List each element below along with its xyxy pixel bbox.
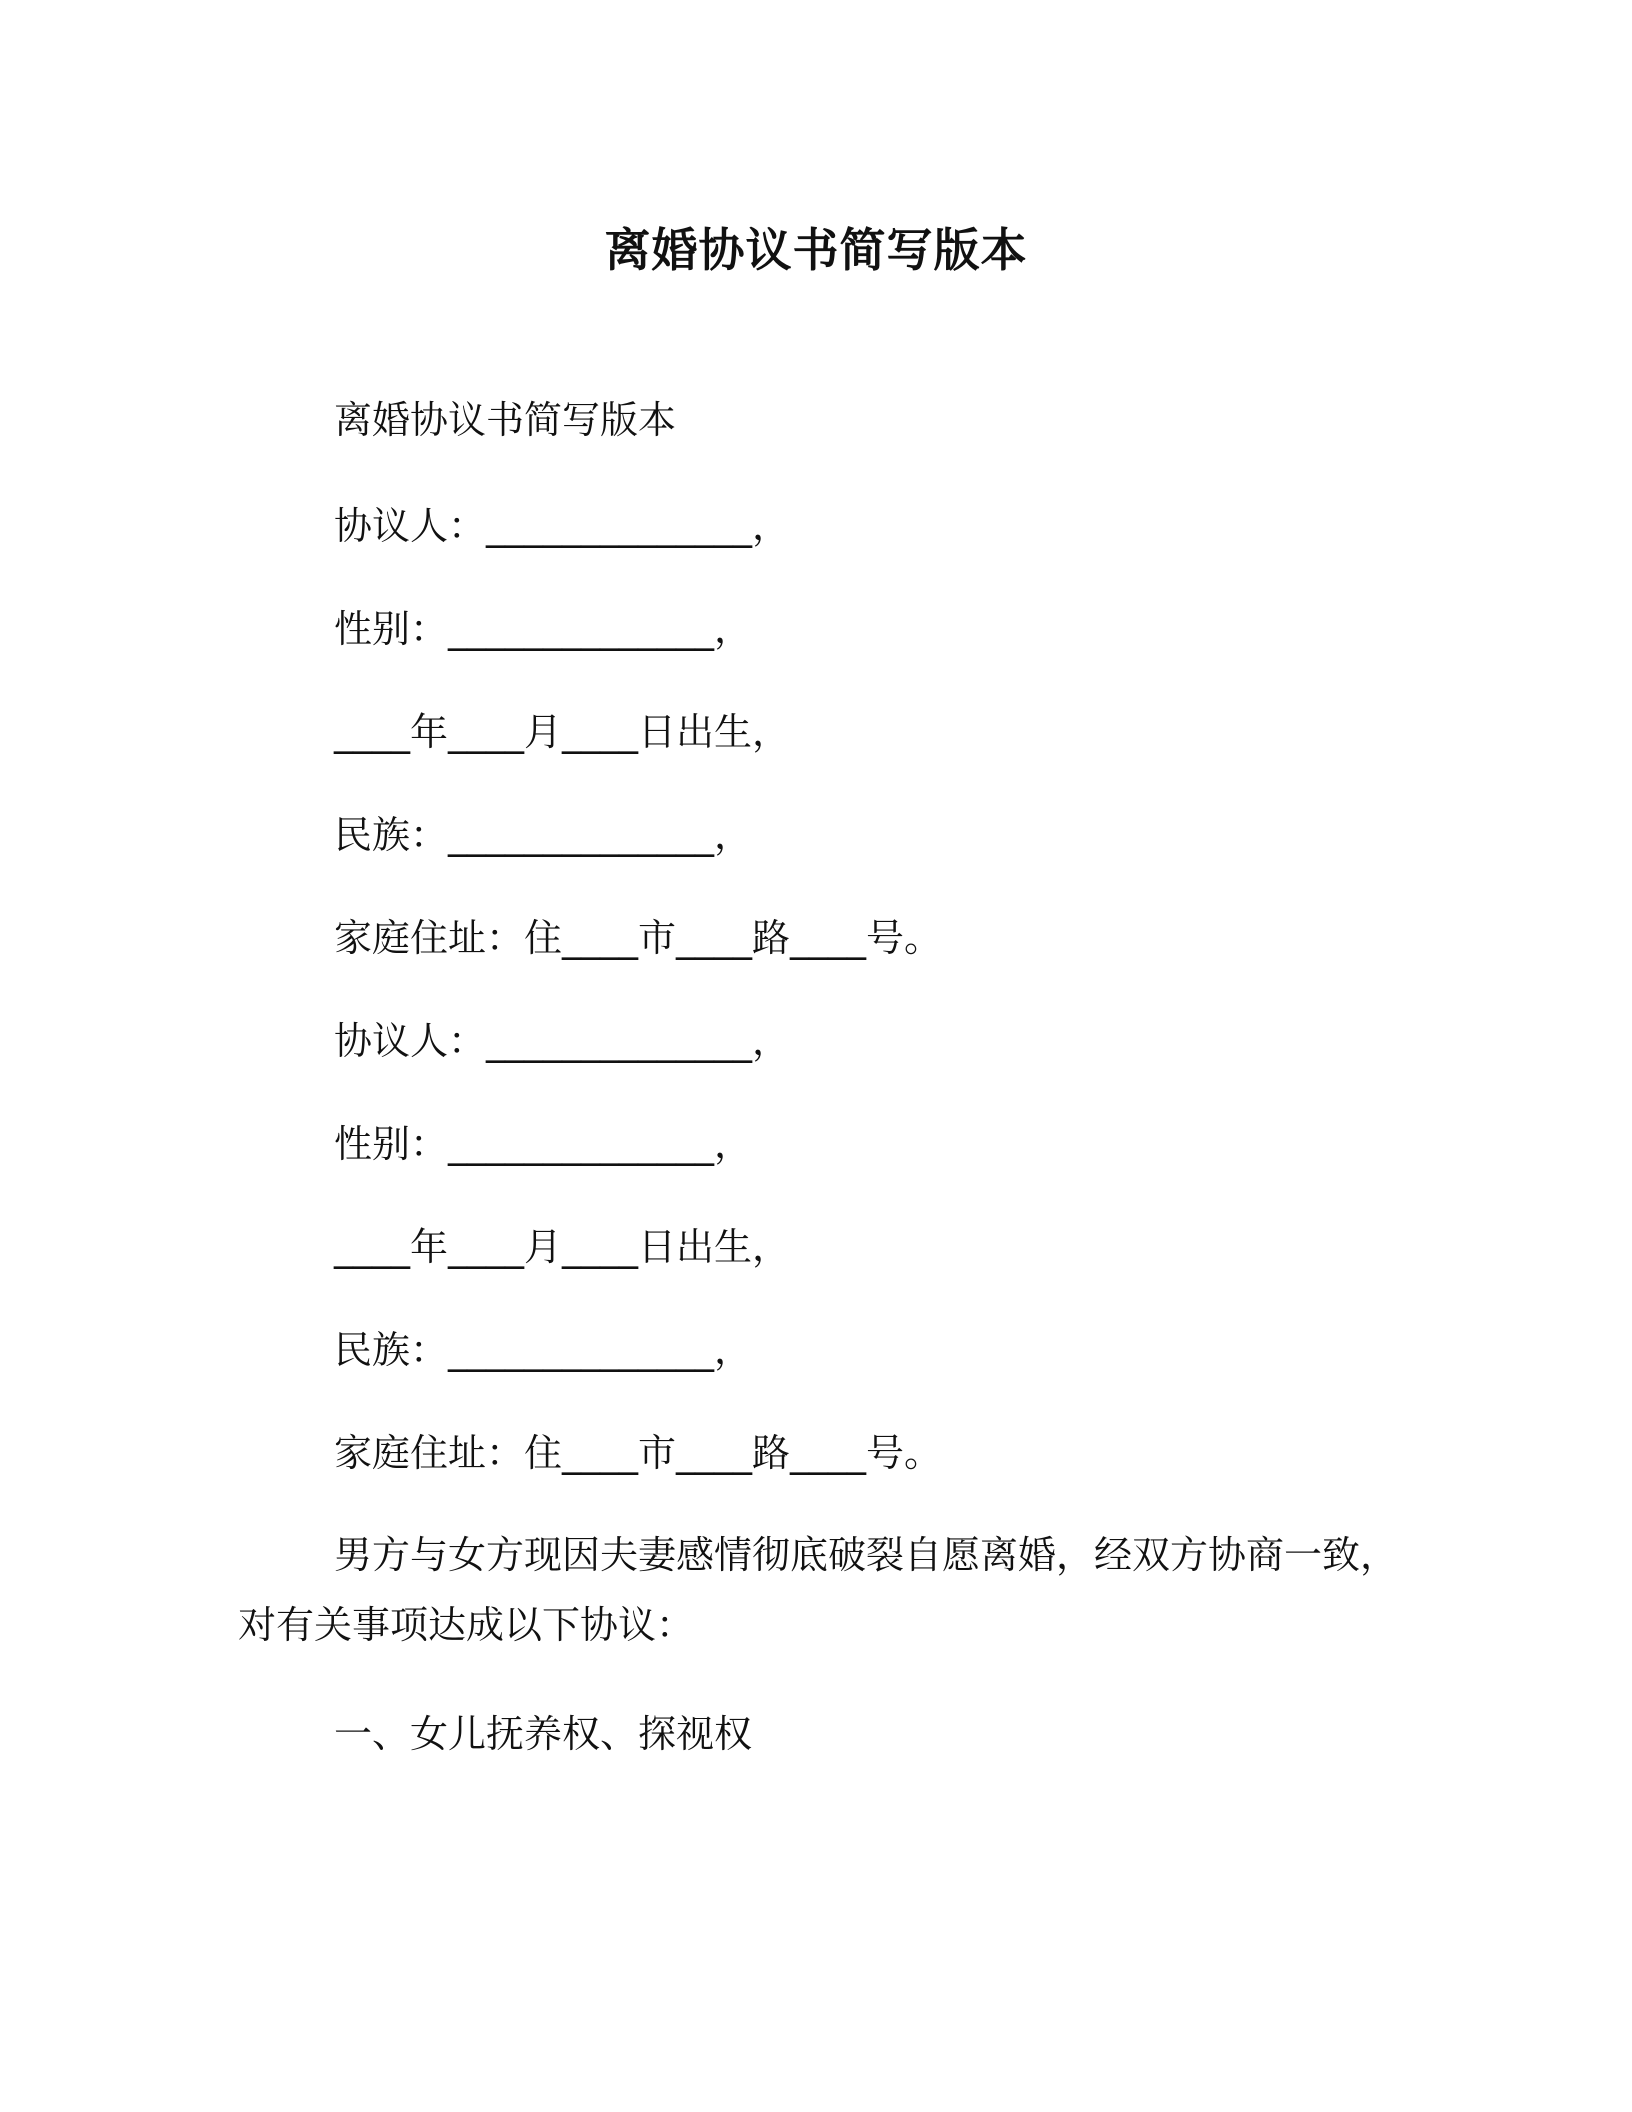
party2-gender-line: 性别：______________， [334, 1122, 753, 1166]
party1-ethnicity-line: 民族：______________， [334, 813, 753, 857]
document-title: 离婚协议书简写版本 [604, 223, 1028, 277]
party2-birthdate-line: ____年____月____日出生， [334, 1225, 791, 1269]
party2-name-line: 协议人：______________， [334, 1019, 791, 1063]
agreement-paragraph: 男方与女方现因夫妻感情彻底破裂自愿离婚，经双方协商一致，对有关事项达成以下协议： [238, 1533, 1399, 1647]
party1-gender-line: 性别：______________， [334, 607, 753, 651]
party1-address-line: 家庭住址：住____市____路____号。 [334, 916, 943, 960]
party1-birthdate-line: ____年____月____日出生， [334, 710, 791, 754]
party2-address-line: 家庭住址：住____市____路____号。 [334, 1431, 943, 1475]
section-heading: 一、女儿抚养权、探视权 [334, 1712, 753, 1756]
party2-ethnicity-line: 民族：______________， [334, 1328, 753, 1372]
party1-name-line: 协议人：______________， [334, 504, 791, 548]
subtitle-line: 离婚协议书简写版本 [334, 398, 677, 442]
